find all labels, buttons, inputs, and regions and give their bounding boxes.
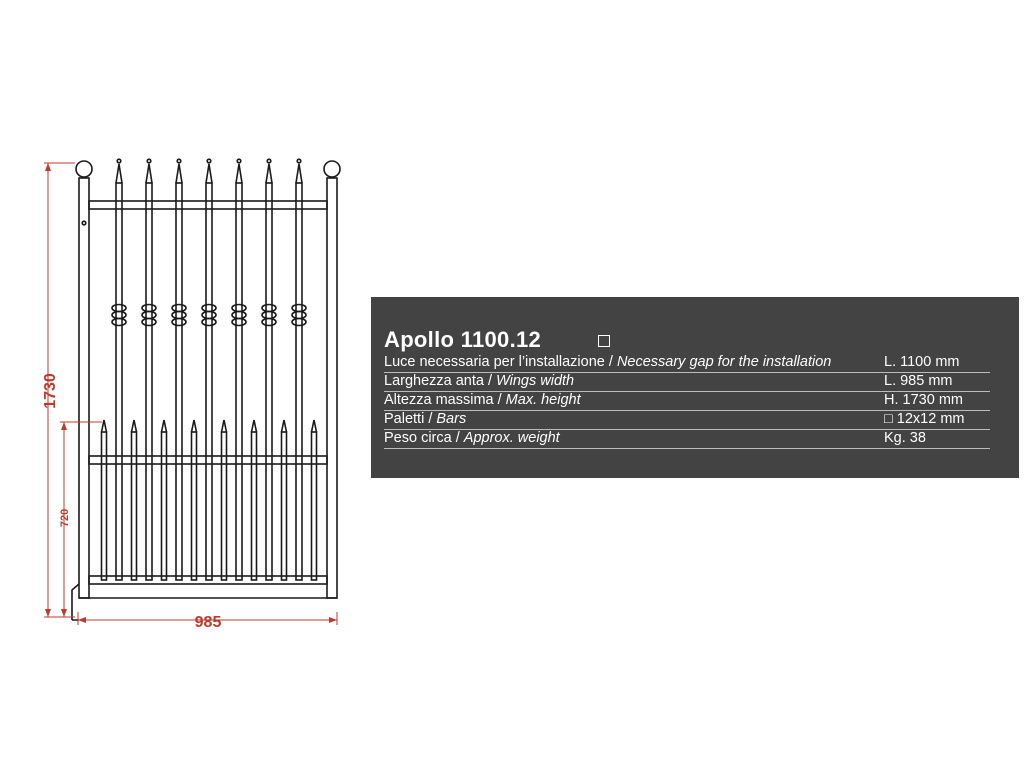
short-bar <box>132 432 137 580</box>
short-spear-tip <box>252 420 257 432</box>
tall-bars <box>112 159 306 580</box>
collar-ring <box>172 312 186 319</box>
short-bar <box>102 432 107 580</box>
collar-ring <box>142 319 156 326</box>
short-spear-tip <box>132 420 137 432</box>
tall-bar <box>206 183 212 580</box>
short-spear-tip <box>222 420 227 432</box>
collar-ring <box>232 305 246 312</box>
spec-row-weight <box>384 429 990 449</box>
gate <box>72 159 340 620</box>
tall-bar <box>146 183 152 580</box>
arrow-total-top <box>45 163 51 171</box>
square-bar-icon <box>598 335 610 347</box>
short-spear-tip <box>282 420 287 432</box>
collar-ring <box>202 305 216 312</box>
collar-ring <box>172 305 186 312</box>
short-spear-tip <box>192 420 197 432</box>
short-bar <box>222 432 227 580</box>
collar-ring <box>262 305 276 312</box>
spec-title: Apollo 1100.12 <box>384 327 542 352</box>
spear-ball <box>117 159 121 163</box>
middle-rail <box>89 456 327 464</box>
spec-label: Altezza massima / Max. height <box>384 392 581 408</box>
short-bar <box>192 432 197 580</box>
short-bars <box>102 420 317 580</box>
collar-ring <box>142 312 156 319</box>
dim-height-lower-label: 720 <box>59 508 71 528</box>
collar-ring <box>142 305 156 312</box>
spec-value: □ 12x12 mm <box>884 411 965 427</box>
spear-ball <box>177 159 181 163</box>
tall-bar <box>236 183 242 580</box>
spear-tip <box>296 164 302 183</box>
spear-tip <box>266 164 272 183</box>
collar-ring <box>172 319 186 326</box>
dim-width-label: 985 <box>194 614 222 631</box>
spec-value: H. 1730 mm <box>884 392 963 408</box>
dimension-lines <box>44 163 337 625</box>
spec-label: Peso circa / Approx. weight <box>384 430 560 446</box>
arrow-width-right <box>329 617 337 623</box>
spec-row-height <box>384 391 990 411</box>
collar-ring <box>262 312 276 319</box>
spear-tip <box>116 164 122 183</box>
spec-value: L. 1100 mm <box>884 354 960 370</box>
left-post-ball <box>76 161 92 177</box>
spec-row-width <box>384 372 990 392</box>
spec-label: Larghezza anta / Wings width <box>384 373 575 389</box>
short-bar <box>162 432 167 580</box>
collar-ring <box>292 319 306 326</box>
spear-tip <box>206 164 212 183</box>
tall-bar <box>296 183 302 580</box>
arrow-total-bottom <box>45 609 51 617</box>
arrow-lower-bottom <box>61 609 67 617</box>
dim-height-total-label: 1730 <box>42 373 59 409</box>
collar-ring <box>202 312 216 319</box>
spec-panel <box>371 297 1019 478</box>
short-spear-tip <box>162 420 167 432</box>
right-post-ball <box>324 161 340 177</box>
right-post <box>327 178 337 598</box>
spear-tip <box>176 164 182 183</box>
top-rail <box>89 201 327 209</box>
spear-ball <box>267 159 271 163</box>
spec-row-bars <box>384 410 990 430</box>
collar-ring <box>112 305 126 312</box>
spear-ball <box>207 159 211 163</box>
spec-value: L. 985 mm <box>884 373 953 389</box>
spear-ball <box>147 159 151 163</box>
collar-ring <box>232 312 246 319</box>
gate-drawing <box>0 0 370 768</box>
collar-ring <box>292 305 306 312</box>
left-post <box>79 178 89 598</box>
short-spear-tip <box>312 420 317 432</box>
spear-ball <box>237 159 241 163</box>
short-spear-tip <box>102 420 107 432</box>
spear-ball <box>297 159 301 163</box>
collar-ring <box>232 319 246 326</box>
collar-ring <box>112 312 126 319</box>
collar-ring <box>112 319 126 326</box>
arrow-width-left <box>78 617 86 623</box>
spec-label: Paletti / Bars <box>384 411 467 427</box>
spear-tip <box>236 164 242 183</box>
spec-value: Kg. 38 <box>884 430 926 446</box>
collar-ring <box>292 312 306 319</box>
collar-ring <box>262 319 276 326</box>
short-bar <box>282 432 287 580</box>
tall-bar <box>116 183 122 580</box>
spear-tip <box>146 164 152 183</box>
arrow-lower-top <box>61 422 67 430</box>
short-bar <box>252 432 257 580</box>
hinge-pin <box>82 221 86 225</box>
spec-label: Luce necessaria per l’installazione / Necessary gap for the installation <box>384 354 832 370</box>
collar-ring <box>202 319 216 326</box>
short-bar <box>312 432 317 580</box>
tall-bar <box>176 183 182 580</box>
tall-bar <box>266 183 272 580</box>
spec-row-gap <box>384 353 990 373</box>
